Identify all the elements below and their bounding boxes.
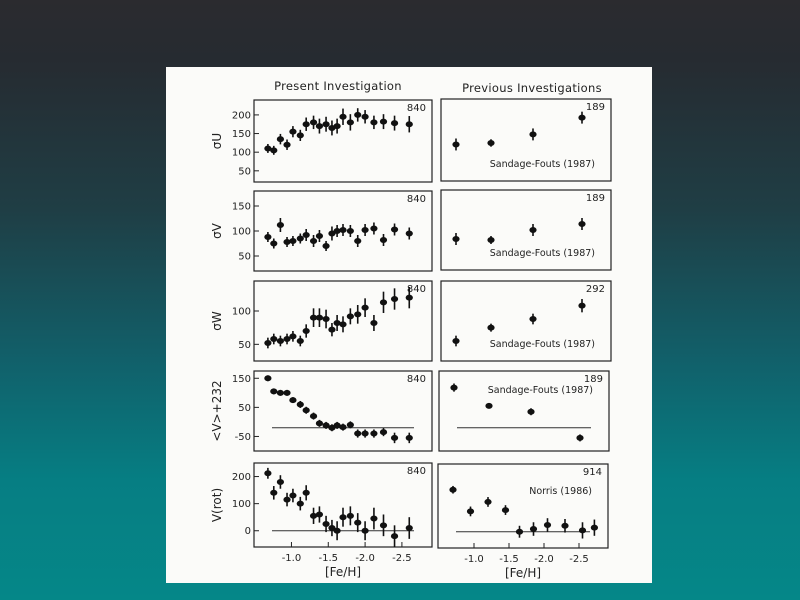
data-point xyxy=(380,514,387,536)
data-marker xyxy=(370,320,377,326)
x-tick-label: -1.5 xyxy=(318,553,339,564)
data-point xyxy=(380,292,387,313)
data-point xyxy=(579,522,586,538)
data-point xyxy=(277,218,284,232)
data-marker xyxy=(316,233,323,239)
data-point xyxy=(316,119,323,134)
data-marker xyxy=(347,513,354,519)
data-point xyxy=(452,336,459,347)
data-point xyxy=(370,429,377,437)
data-point xyxy=(264,468,271,479)
data-marker xyxy=(380,119,387,125)
data-marker xyxy=(270,241,277,247)
data-marker xyxy=(530,526,537,532)
data-point xyxy=(297,497,304,511)
data-point xyxy=(303,407,310,414)
data-point xyxy=(578,299,585,312)
data-point xyxy=(450,384,457,392)
data-marker xyxy=(487,237,494,243)
data-point xyxy=(406,517,413,539)
data-marker xyxy=(339,514,346,520)
data-marker xyxy=(370,226,377,232)
sample-count-label: 840 xyxy=(406,194,426,205)
data-marker xyxy=(303,121,310,127)
data-point xyxy=(380,114,387,129)
panel-6 xyxy=(441,281,611,361)
data-marker xyxy=(370,431,377,437)
data-point xyxy=(334,119,341,134)
data-marker xyxy=(380,429,387,435)
data-point xyxy=(316,506,323,522)
data-marker xyxy=(406,231,413,237)
y-tick-label: 100 xyxy=(231,147,251,159)
sample-count-label: 840 xyxy=(406,466,426,477)
data-point xyxy=(370,508,377,530)
y-tick-label: 150 xyxy=(231,201,251,213)
data-point xyxy=(303,485,310,500)
y-tick-label: 0 xyxy=(244,526,251,538)
data-point xyxy=(310,413,317,420)
data-marker xyxy=(339,114,346,120)
data-marker xyxy=(391,296,398,302)
data-marker xyxy=(316,315,323,321)
panel-grid xyxy=(210,99,611,580)
data-marker xyxy=(529,131,536,137)
data-point xyxy=(339,224,346,236)
data-point xyxy=(354,108,361,121)
sample-count-label: 914 xyxy=(582,467,602,478)
data-point xyxy=(561,519,568,533)
data-point xyxy=(277,475,284,489)
y-tick-label: 100 xyxy=(231,306,251,318)
data-point xyxy=(406,433,413,443)
data-point xyxy=(406,116,413,132)
data-marker xyxy=(354,520,361,526)
data-point xyxy=(516,526,523,538)
x-axis-label: [Fe/H] xyxy=(324,565,362,579)
data-marker xyxy=(391,120,398,126)
data-point xyxy=(334,521,341,540)
y-axis-label: V(rot) xyxy=(210,487,224,523)
data-marker xyxy=(297,132,304,138)
data-marker xyxy=(354,431,361,437)
data-marker xyxy=(270,336,277,342)
data-point xyxy=(303,324,310,337)
x-tick-label: -2.5 xyxy=(569,554,589,565)
data-marker xyxy=(529,316,536,322)
data-marker xyxy=(316,511,323,517)
data-marker xyxy=(527,409,534,415)
data-marker xyxy=(591,525,598,531)
data-point xyxy=(370,315,377,331)
data-point xyxy=(576,434,583,441)
y-axis-label: σW xyxy=(210,311,224,331)
data-marker xyxy=(452,141,459,147)
data-marker xyxy=(502,507,509,513)
panel-4 xyxy=(441,190,611,270)
y-tick-label: 200 xyxy=(231,472,251,484)
data-point xyxy=(283,390,290,396)
data-point xyxy=(277,134,284,144)
y-tick-label: 50 xyxy=(238,166,251,178)
data-marker xyxy=(579,527,586,533)
data-point xyxy=(289,236,296,246)
data-marker xyxy=(406,435,413,441)
x-tick-label: -2.5 xyxy=(392,553,412,564)
data-point xyxy=(283,140,290,150)
data-marker xyxy=(270,490,277,496)
data-point xyxy=(339,109,346,125)
x-tick-label: -2.0 xyxy=(355,553,375,564)
data-point xyxy=(591,520,598,536)
data-point xyxy=(578,218,585,230)
data-marker xyxy=(361,305,368,311)
y-axis-label: <V>+232 xyxy=(210,380,224,442)
sample-count-label: 840 xyxy=(406,103,426,114)
data-point xyxy=(322,516,329,532)
data-point xyxy=(529,314,536,325)
data-point xyxy=(487,139,494,146)
y-axis-label: σU xyxy=(210,132,224,150)
sample-count-label: 840 xyxy=(406,374,426,385)
data-marker xyxy=(576,435,583,441)
data-marker xyxy=(561,523,568,529)
panel-10 xyxy=(438,464,608,580)
sample-count-label: 840 xyxy=(406,284,426,295)
slide-figure xyxy=(166,67,652,583)
x-tick-label: -2.0 xyxy=(534,554,554,565)
data-marker xyxy=(322,521,329,527)
data-marker xyxy=(264,470,271,476)
data-point xyxy=(297,130,304,141)
data-marker xyxy=(303,232,310,238)
data-point xyxy=(347,114,354,130)
data-marker xyxy=(354,112,361,118)
source-annotation: Norris (1986) xyxy=(529,486,592,497)
sample-count-label: 189 xyxy=(585,102,605,113)
data-marker xyxy=(361,431,368,437)
data-point xyxy=(316,420,323,427)
data-marker xyxy=(467,508,474,514)
data-point xyxy=(380,234,387,246)
y-tick-label: 150 xyxy=(231,129,251,141)
data-marker xyxy=(339,424,346,430)
data-point xyxy=(339,316,346,332)
data-marker xyxy=(578,303,585,309)
data-marker xyxy=(449,487,456,493)
data-point xyxy=(264,144,271,153)
data-point xyxy=(297,336,304,347)
data-marker xyxy=(391,227,398,233)
data-marker xyxy=(277,136,284,142)
panel-frame xyxy=(254,371,432,451)
data-marker xyxy=(370,516,377,522)
x-tick-label: -1.0 xyxy=(281,553,302,564)
data-point xyxy=(297,401,304,408)
data-marker xyxy=(310,119,317,125)
data-marker xyxy=(391,533,398,539)
data-marker xyxy=(303,490,310,496)
data-marker xyxy=(264,340,271,346)
data-marker xyxy=(391,435,398,441)
data-point xyxy=(361,298,368,317)
panel-1 xyxy=(210,100,432,182)
data-marker xyxy=(347,119,354,125)
data-marker xyxy=(578,221,585,227)
data-marker xyxy=(283,142,290,148)
data-point xyxy=(487,236,494,244)
data-marker xyxy=(347,228,354,234)
y-tick-label: -50 xyxy=(234,431,251,443)
data-marker xyxy=(283,390,290,396)
data-point xyxy=(449,486,456,494)
data-point xyxy=(406,228,413,240)
sample-count-label: 189 xyxy=(583,374,603,385)
data-marker xyxy=(452,236,459,242)
data-point xyxy=(452,139,459,151)
y-tick-label: 100 xyxy=(231,499,251,511)
data-marker xyxy=(544,522,551,528)
data-point xyxy=(354,513,361,532)
data-point xyxy=(391,433,398,443)
sample-count-label: 292 xyxy=(585,284,605,295)
data-marker xyxy=(264,375,271,381)
data-marker xyxy=(354,238,361,244)
data-marker xyxy=(270,388,277,394)
data-point xyxy=(391,224,398,236)
panel-2 xyxy=(441,99,611,181)
data-point xyxy=(530,522,537,536)
y-tick-label: 50 xyxy=(238,402,251,414)
data-point xyxy=(289,126,296,137)
data-point xyxy=(310,508,317,524)
data-point xyxy=(289,397,296,403)
y-tick-label: 100 xyxy=(231,226,251,238)
data-point xyxy=(270,146,277,155)
data-point xyxy=(283,334,290,345)
data-marker xyxy=(283,497,290,503)
panel-8 xyxy=(439,371,609,451)
data-point xyxy=(380,428,387,436)
data-marker xyxy=(347,422,354,428)
data-marker xyxy=(380,237,387,243)
data-marker xyxy=(277,390,284,396)
data-marker xyxy=(406,525,413,531)
data-marker xyxy=(270,147,277,153)
data-point xyxy=(322,310,329,329)
data-marker xyxy=(328,327,335,333)
data-marker xyxy=(334,528,341,534)
data-point xyxy=(529,224,536,236)
data-marker xyxy=(484,499,491,505)
data-marker xyxy=(264,234,271,240)
data-point xyxy=(354,235,361,247)
data-marker xyxy=(289,129,296,135)
data-marker xyxy=(310,238,317,244)
data-marker xyxy=(277,338,284,344)
data-marker xyxy=(289,238,296,244)
data-marker xyxy=(277,479,284,485)
data-marker xyxy=(487,325,494,331)
data-marker xyxy=(316,420,323,426)
figure-svg xyxy=(166,67,652,583)
source-annotation: Sandage-Fouts (1987) xyxy=(487,385,593,396)
data-marker xyxy=(289,333,296,339)
data-marker xyxy=(450,385,457,391)
y-tick-label: 50 xyxy=(238,339,251,351)
data-marker xyxy=(406,121,413,127)
data-point xyxy=(270,239,277,249)
data-marker xyxy=(370,119,377,125)
title-previous-investigations: Previous Investigations xyxy=(462,81,602,95)
data-point xyxy=(354,305,361,324)
data-marker xyxy=(354,311,361,317)
data-point xyxy=(316,308,323,327)
data-point xyxy=(354,429,361,437)
data-marker xyxy=(339,227,346,233)
data-point xyxy=(527,408,534,415)
data-point xyxy=(270,486,277,500)
data-marker xyxy=(347,313,354,319)
data-marker xyxy=(303,328,310,334)
data-marker xyxy=(297,401,304,407)
data-point xyxy=(391,525,398,547)
data-point xyxy=(502,505,509,515)
data-point xyxy=(328,227,335,241)
data-marker xyxy=(289,493,296,499)
data-marker xyxy=(361,227,368,233)
panel-7 xyxy=(210,371,432,451)
data-point xyxy=(347,308,354,324)
data-marker xyxy=(316,123,323,129)
title-present-investigation: Present Investigation xyxy=(274,79,402,93)
data-point xyxy=(370,116,377,129)
data-marker xyxy=(289,397,296,403)
data-point xyxy=(264,375,271,381)
data-marker xyxy=(297,236,304,242)
data-point xyxy=(391,288,398,309)
panel-9 xyxy=(210,463,432,579)
data-marker xyxy=(578,115,585,121)
data-point xyxy=(347,506,354,525)
data-marker xyxy=(322,316,329,322)
data-marker xyxy=(339,321,346,327)
data-point xyxy=(361,521,368,540)
data-marker xyxy=(277,222,284,228)
source-annotation: Sandage-Fouts (1987) xyxy=(489,248,595,259)
data-point xyxy=(289,331,296,342)
x-tick-label: -1.0 xyxy=(464,554,484,565)
data-point xyxy=(391,116,398,131)
y-tick-label: 150 xyxy=(231,373,251,385)
data-marker xyxy=(529,227,536,233)
data-marker xyxy=(322,243,329,249)
data-marker xyxy=(297,501,304,507)
y-tick-label: 50 xyxy=(238,251,251,263)
data-marker xyxy=(380,522,387,528)
data-point xyxy=(361,224,368,236)
data-marker xyxy=(452,338,459,344)
data-marker xyxy=(334,123,341,129)
data-marker xyxy=(297,338,304,344)
panel-5 xyxy=(210,281,432,361)
data-point xyxy=(370,223,377,235)
data-point xyxy=(277,390,284,396)
data-marker xyxy=(485,403,492,409)
data-marker xyxy=(322,121,329,127)
data-marker xyxy=(406,295,413,301)
data-marker xyxy=(361,114,368,120)
data-point xyxy=(347,225,354,237)
data-point xyxy=(487,324,494,332)
data-point xyxy=(467,507,474,517)
data-point xyxy=(303,118,310,131)
data-point xyxy=(452,233,459,245)
data-point xyxy=(322,117,329,132)
data-point xyxy=(485,403,492,409)
data-marker xyxy=(361,528,368,534)
x-axis-label: [Fe/H] xyxy=(504,566,542,580)
data-point xyxy=(544,518,551,532)
data-point xyxy=(529,128,536,140)
data-marker xyxy=(487,140,494,146)
data-point xyxy=(270,388,277,394)
data-marker xyxy=(303,407,310,413)
x-tick-label: -1.5 xyxy=(499,554,519,565)
data-point xyxy=(322,241,329,251)
data-marker xyxy=(380,299,387,305)
source-annotation: Sandage-Fouts (1987) xyxy=(489,159,595,170)
data-marker xyxy=(310,413,317,419)
sample-count-label: 189 xyxy=(585,193,605,204)
data-point xyxy=(578,112,585,124)
y-tick-label: 200 xyxy=(231,110,251,122)
panel-3 xyxy=(210,191,432,271)
data-point xyxy=(339,508,346,527)
y-axis-label: σV xyxy=(210,223,224,239)
source-annotation: Sandage-Fouts (1987) xyxy=(489,339,595,350)
data-point xyxy=(264,232,271,242)
data-point xyxy=(361,429,368,437)
data-marker xyxy=(516,529,523,535)
data-point xyxy=(484,497,491,507)
data-point xyxy=(361,110,368,123)
data-point xyxy=(328,520,335,536)
data-point xyxy=(277,336,284,347)
